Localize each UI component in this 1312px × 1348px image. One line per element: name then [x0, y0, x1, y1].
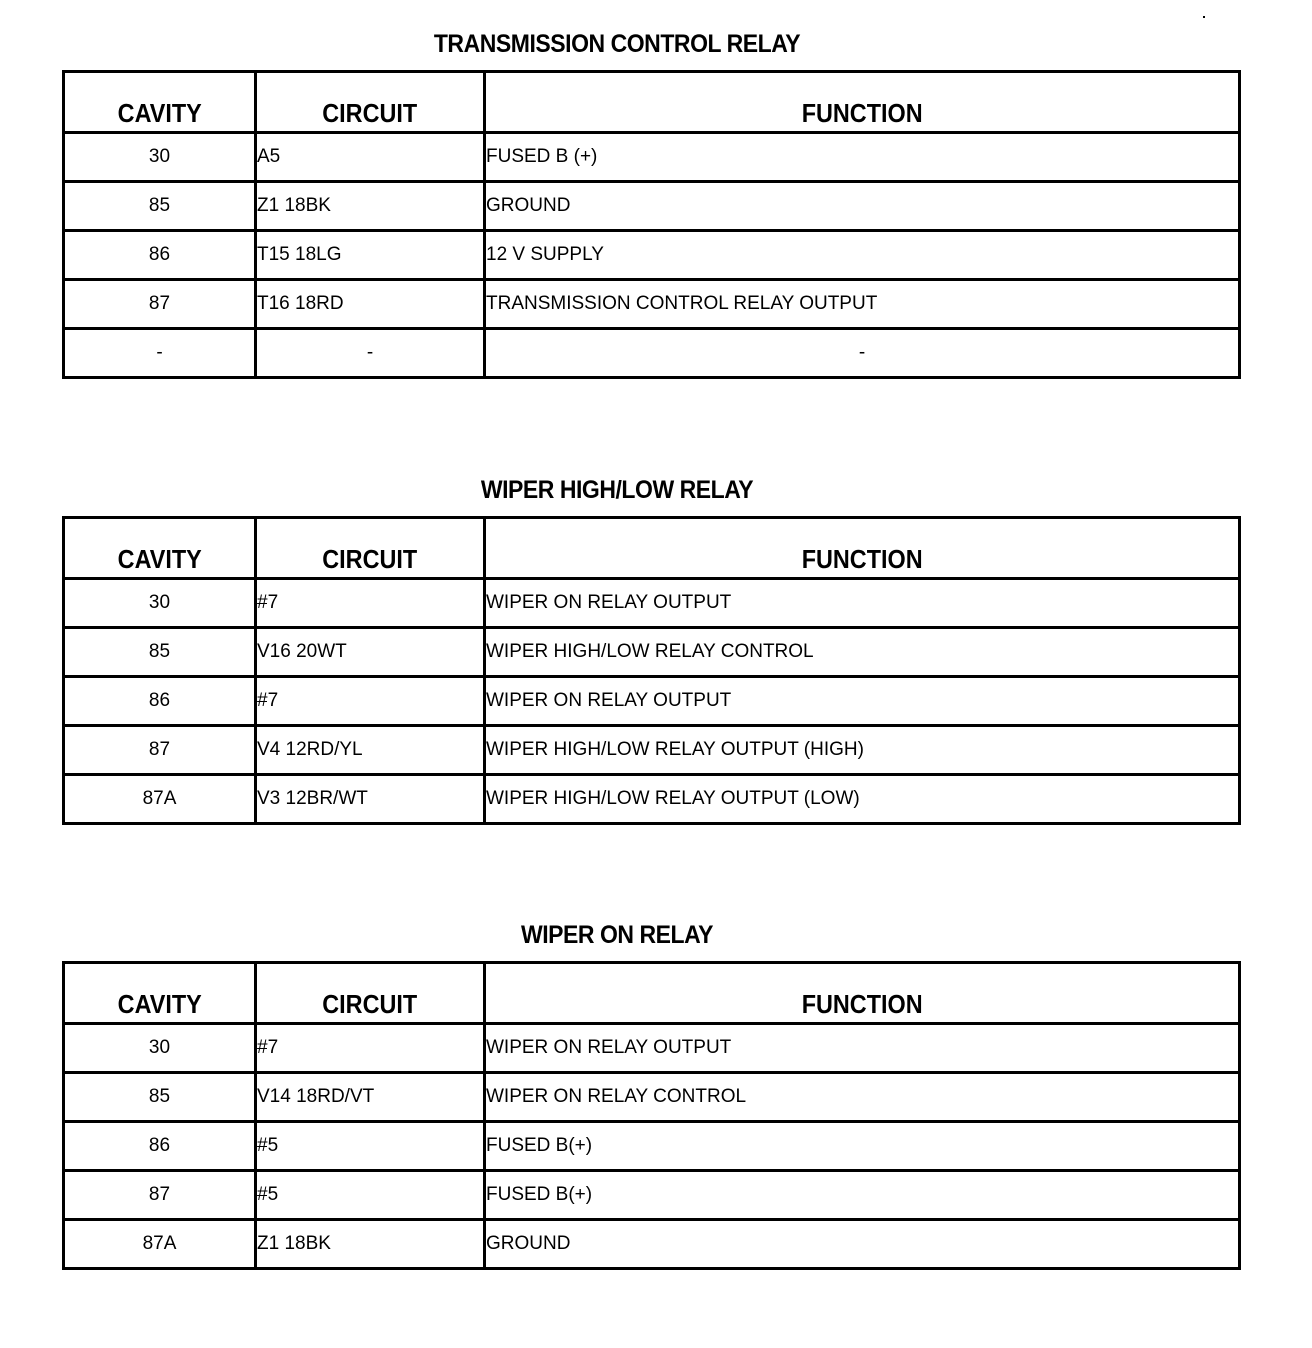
cavity-cell: -	[64, 329, 256, 378]
table-row	[64, 1024, 1240, 1073]
cavity-cell: 87	[64, 1171, 256, 1220]
table-row	[64, 1073, 1240, 1122]
table-row	[64, 329, 1240, 378]
table-row	[64, 182, 1240, 231]
table-row	[64, 280, 1240, 329]
cavity-cell: 87A	[64, 775, 256, 824]
function-cell: WIPER HIGH/LOW RELAY OUTPUT (HIGH)	[485, 726, 1240, 775]
relay-table	[62, 961, 1241, 1270]
function-cell: -	[485, 329, 1240, 378]
function-cell: TRANSMISSION CONTROL RELAY OUTPUT	[485, 280, 1240, 329]
cavity-cell: 86	[64, 1122, 256, 1171]
circuit-cell: #7	[256, 1024, 485, 1073]
function-cell: WIPER ON RELAY OUTPUT	[485, 1024, 1240, 1073]
circuit-cell: #7	[256, 677, 485, 726]
function-header: FUNCTION	[485, 963, 1240, 1024]
table-row	[64, 579, 1240, 628]
table-row	[64, 628, 1240, 677]
circuit-cell: Z1 18BK	[256, 182, 485, 231]
circuit-cell: V16 20WT	[256, 628, 485, 677]
circuit-cell: #5	[256, 1171, 485, 1220]
table-row	[64, 1122, 1240, 1171]
table-row	[64, 677, 1240, 726]
cavity-cell: 30	[64, 579, 256, 628]
scan-speck	[1203, 16, 1205, 18]
function-cell: WIPER HIGH/LOW RELAY CONTROL	[485, 628, 1240, 677]
circuit-cell: V3 12BR/WT	[256, 775, 485, 824]
cavity-cell: 86	[64, 231, 256, 280]
cavity-header: CAVITY	[64, 963, 256, 1024]
cavity-cell: 85	[64, 182, 256, 231]
table-row	[64, 775, 1240, 824]
cavity-header: CAVITY	[64, 518, 256, 579]
cavity-cell: 86	[64, 677, 256, 726]
cavity-cell: 85	[64, 1073, 256, 1122]
circuit-cell: #5	[256, 1122, 485, 1171]
cavity-cell: 87A	[64, 1220, 256, 1269]
function-cell: FUSED B(+)	[485, 1171, 1240, 1220]
relay-table	[62, 70, 1241, 379]
section-title: TRANSMISSION CONTROL RELAY	[433, 30, 801, 58]
circuit-header: CIRCUIT	[256, 963, 485, 1024]
function-cell: GROUND	[485, 1220, 1240, 1269]
function-header: FUNCTION	[485, 72, 1240, 133]
function-cell: WIPER HIGH/LOW RELAY OUTPUT (LOW)	[485, 775, 1240, 824]
cavity-cell: 85	[64, 628, 256, 677]
table-row	[64, 726, 1240, 775]
circuit-cell: V14 18RD/VT	[256, 1073, 485, 1122]
function-cell: 12 V SUPPLY	[485, 231, 1240, 280]
circuit-cell: #7	[256, 579, 485, 628]
circuit-cell: A5	[256, 133, 485, 182]
function-cell: FUSED B(+)	[485, 1122, 1240, 1171]
function-header: FUNCTION	[485, 518, 1240, 579]
section-title: WIPER HIGH/LOW RELAY	[480, 476, 754, 504]
circuit-cell: Z1 18BK	[256, 1220, 485, 1269]
cavity-cell: 30	[64, 133, 256, 182]
section-title: WIPER ON RELAY	[520, 921, 714, 949]
relay-table	[62, 516, 1241, 825]
cavity-cell: 87	[64, 726, 256, 775]
function-cell: WIPER ON RELAY CONTROL	[485, 1073, 1240, 1122]
function-cell: GROUND	[485, 182, 1240, 231]
circuit-header: CIRCUIT	[256, 72, 485, 133]
circuit-cell: V4 12RD/YL	[256, 726, 485, 775]
circuit-cell: T16 18RD	[256, 280, 485, 329]
table-row	[64, 1220, 1240, 1269]
cavity-cell: 87	[64, 280, 256, 329]
header-row	[64, 963, 1240, 1024]
cavity-cell: 30	[64, 1024, 256, 1073]
circuit-cell: T15 18LG	[256, 231, 485, 280]
table-row	[64, 231, 1240, 280]
header-row	[64, 72, 1240, 133]
table-row	[64, 1171, 1240, 1220]
circuit-cell: -	[256, 329, 485, 378]
circuit-header: CIRCUIT	[256, 518, 485, 579]
function-cell: WIPER ON RELAY OUTPUT	[485, 677, 1240, 726]
cavity-header: CAVITY	[64, 72, 256, 133]
header-row	[64, 518, 1240, 579]
function-cell: FUSED B (+)	[485, 133, 1240, 182]
function-cell: WIPER ON RELAY OUTPUT	[485, 579, 1240, 628]
table-row	[64, 133, 1240, 182]
